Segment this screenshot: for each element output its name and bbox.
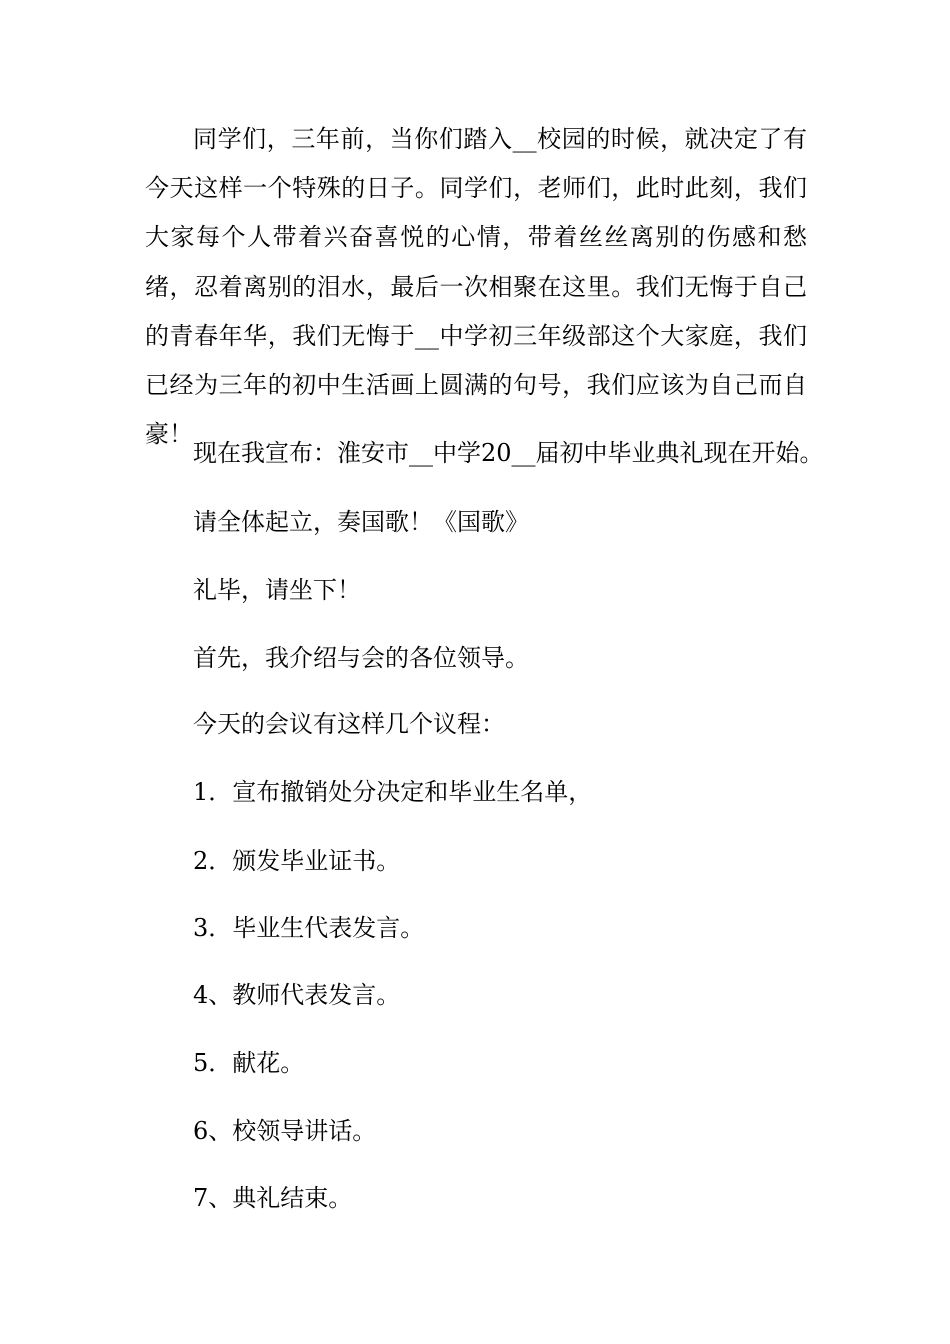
agenda-item-1: 1．宣布撤销处分决定和毕业生名单，: [193, 778, 593, 806]
introduce-leaders-line: 首先，我介绍与会的各位领导。: [193, 644, 529, 672]
agenda-item-6: 6、校领导讲话。: [193, 1117, 377, 1145]
agenda-item-7: 7、典礼结束。: [193, 1184, 353, 1212]
sit-down-line: 礼毕，请坐下！: [193, 576, 361, 604]
agenda-item-2: 2．颁发毕业证书。: [193, 847, 401, 875]
announcement-line: 现在我宣布：淮安市__中学20__届初中毕业典礼现在开始。: [193, 439, 824, 467]
agenda-item-4: 4、教师代表发言。: [193, 981, 401, 1009]
agenda-item-5: 5．献花。: [193, 1049, 305, 1077]
agenda-intro-line: 今天的会议有这样几个议程：: [193, 710, 505, 738]
agenda-item-3: 3．毕业生代表发言。: [193, 914, 425, 942]
intro-paragraph: 同学们，三年前，当你们踏入__校园的时候，就决定了有今天这样一个特殊的日子。同学们，老师们，此时此刻，我们大家每个人带着兴奋喜悦的心情，带着丝丝离别的伤感和愁绪，忍着离别的泪水，最后一次相聚在这里。我们无悔于自己的青春年华，我们无悔于__中学初三年级部这个大家庭，我们已经为三年的初中生活画上圆满的句号，我们应该为自己而自豪！: [145, 125, 807, 449]
anthem-line: 请全体起立，奏国歌！《国歌》: [193, 508, 529, 536]
